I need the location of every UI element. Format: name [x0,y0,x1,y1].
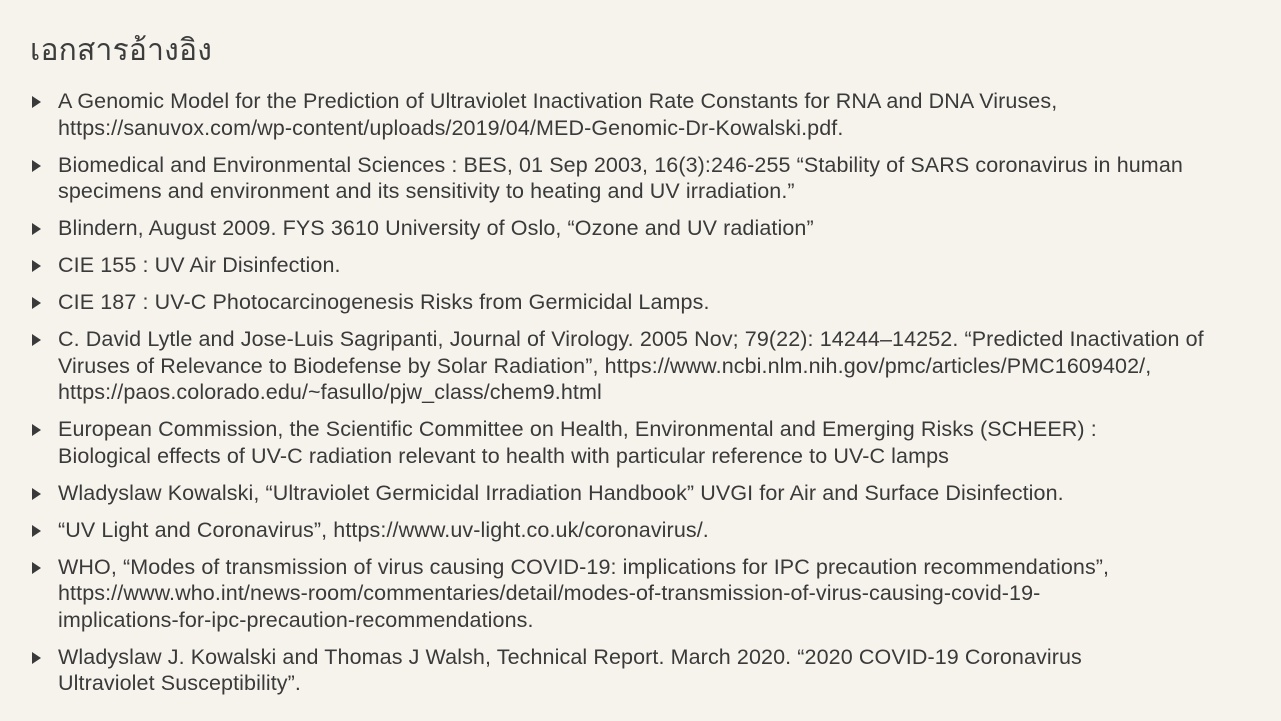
reference-item [30,554,1241,634]
reference-item [30,517,1241,544]
reference-text-line: implications-for-ipc-precaution-recommendations. [58,607,534,632]
bullet-arrow-icon [32,297,41,309]
bullet-arrow-icon [32,223,41,235]
bullet-arrow-icon [32,260,41,272]
reference-text-line: Viruses of Relevance to Biodefense by Solar Radiation”, https://www.ncbi.nlm.nih.gov/pmc/articles/PMC1609402/, [58,353,1152,378]
bullet-arrow-icon [32,562,41,574]
reference-text-line: Wladyslaw Kowalski, “Ultraviolet Germicidal Irradiation Handbook” UVGI for Air and Surface Disinfection. [58,480,1064,505]
reference-item [30,416,1241,469]
reference-text-line: CIE 187 : UV-C Photocarcinogenesis Risks from Germicidal Lamps. [58,290,710,314]
reference-list [30,88,1241,697]
reference-item [30,644,1241,697]
reference-text-line: https://www.who.int/news-room/commentaries/detail/modes-of-transmission-of-virus-causing-covid-19- [58,581,1041,605]
bullet-arrow-icon [32,488,41,500]
reference-item [30,152,1241,205]
reference-item [30,289,1241,316]
reference-text-line: Ultraviolet Susceptibility”. [58,671,301,695]
reference-text-line: Blindern, August 2009. FYS 3610 University of Oslo, “Ozone and UV radiation” [58,216,814,240]
reference-text-line: https://paos.colorado.edu/~fasullo/pjw_class/chem9.html [58,380,602,404]
bullet-arrow-icon [32,334,41,346]
reference-text-line: European Commission, the Scientific Committee on Health, Environmental and Emerging Risks (SCHEER) : [58,417,1097,441]
bullet-arrow-icon [32,525,41,537]
reference-text-line: WHO, “Modes of transmission of virus causing COVID-19: implications for IPC precaution recommendations”, [58,554,1110,579]
reference-text-line: Biomedical and Environmental Sciences : BES, 01 Sep 2003, 16(3):246-255 “Stability of SARS coronavirus in human [58,152,1183,177]
reference-item [30,326,1241,406]
reference-text-line: Biological effects of UV-C radiation relevant to health with particular reference to UV-C lamps [58,443,950,468]
reference-text-line: A Genomic Model for the Prediction of Ultraviolet Inactivation Rate Constants for RNA and DNA Viruses, [58,89,1058,113]
bullet-arrow-icon [32,96,41,108]
reference-text-line: specimens and environment and its sensitivity to heating and UV irradiation.” [58,179,795,203]
bullet-arrow-icon [32,160,41,172]
reference-item [30,252,1241,279]
page-title: เอกสารอ้างอิง [30,33,213,68]
reference-item [30,215,1241,242]
bullet-arrow-icon [32,424,41,436]
reference-item [30,88,1241,141]
reference-text-line: https://sanuvox.com/wp-content/uploads/2019/04/MED-Genomic-Dr-Kowalski.pdf. [58,115,844,140]
reference-item [30,480,1241,507]
reference-text-line: Wladyslaw J. Kowalski and Thomas J Walsh, Technical Report. March 2020. “2020 COVID-19 Coronavirus [58,644,1082,669]
reference-text-line: C. David Lytle and Jose-Luis Sagripanti, Journal of Virology. 2005 Nov; 79(22): 14244–14252. “Predicted Inactivation of [58,327,1204,351]
reference-text-line: CIE 155 : UV Air Disinfection. [58,253,341,277]
bullet-arrow-icon [32,652,41,664]
reference-text-line: “UV Light and Coronavirus”, https://www.uv-light.co.uk/coronavirus/. [58,517,709,542]
